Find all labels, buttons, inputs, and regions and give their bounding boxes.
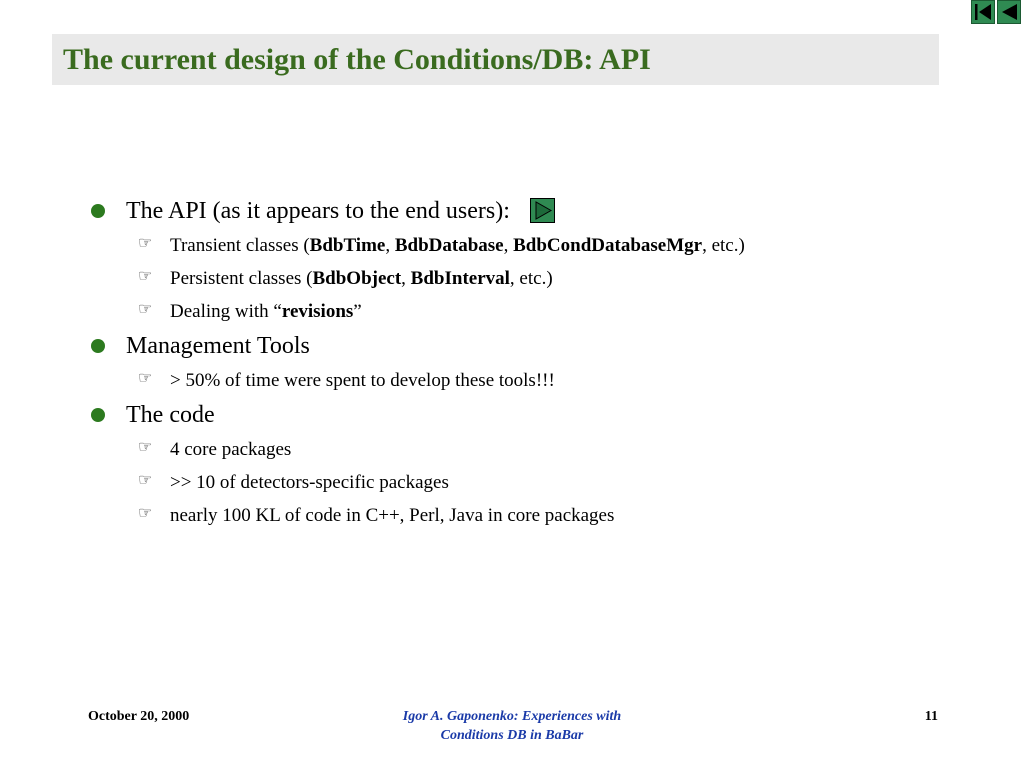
title-bar <box>52 34 939 85</box>
text-run: 4 core packages <box>170 439 292 460</box>
sub-item <box>88 229 968 262</box>
sub-item <box>88 466 968 499</box>
sub-item <box>88 295 968 328</box>
bold-term: BdbInterval <box>410 268 510 289</box>
back-icon <box>998 1 1020 23</box>
sub-item <box>88 364 968 397</box>
text-run: Transient classes ( <box>170 235 310 256</box>
text-run: >> 10 of detectors-specific packages <box>170 472 449 493</box>
play-link-button[interactable] <box>530 198 555 223</box>
page-number: 11 <box>924 709 938 724</box>
sub-item <box>88 262 968 295</box>
bold-term: revisions <box>281 301 354 322</box>
bullet-text: The code <box>126 402 215 428</box>
sub-item-text <box>170 370 555 391</box>
bullet-dot-icon <box>91 339 105 353</box>
bold-term: BdbDatabase <box>394 235 504 256</box>
sub-item-text <box>170 301 362 322</box>
text-run: , <box>503 235 514 256</box>
footer-date: October 20, 2000 <box>88 709 190 724</box>
pointing-hand-icon: ☞ <box>138 301 153 318</box>
text-run: nearly 100 KL of code in C++, Perl, Java in core packages <box>170 505 615 526</box>
text-run: Dealing with “ <box>170 301 282 322</box>
sub-item-text <box>170 439 291 460</box>
bullet-item-api <box>88 193 968 229</box>
footer-author <box>337 707 687 745</box>
bullet-dot-icon <box>91 204 105 218</box>
sub-item-text <box>170 268 553 289</box>
first-slide-button[interactable] <box>971 0 995 24</box>
pointing-hand-icon: ☞ <box>138 370 153 387</box>
bold-term: BdbCondDatabaseMgr <box>513 235 703 256</box>
pointing-hand-icon: ☞ <box>138 268 153 285</box>
text-run: , <box>401 268 411 289</box>
sub-item <box>88 433 968 466</box>
play-icon <box>531 199 554 222</box>
skip-to-first-icon <box>972 1 994 23</box>
bullet-item-the-code <box>88 397 968 433</box>
slide-title: The current design of the Conditions/DB: API <box>63 43 651 76</box>
footer-author-line: Conditions DB in BaBar <box>440 728 584 743</box>
text-run: ” <box>353 301 362 322</box>
sub-item-text <box>170 235 745 256</box>
previous-slide-button[interactable] <box>997 0 1021 24</box>
pointing-hand-icon: ☞ <box>138 472 153 489</box>
bold-term: BdbTime <box>309 235 386 256</box>
text-run: , etc.) <box>702 235 745 256</box>
sub-item-text <box>170 472 449 493</box>
sub-item <box>88 499 968 532</box>
text-run: Persistent classes ( <box>170 268 313 289</box>
text-run: , etc.) <box>509 268 553 289</box>
bold-term: BdbObject <box>312 268 402 289</box>
text-run: , <box>385 235 395 256</box>
pointing-hand-icon: ☞ <box>138 439 153 456</box>
slide-content <box>88 193 968 532</box>
sub-item-text <box>170 505 614 526</box>
bullet-text: Management Tools <box>126 333 310 359</box>
text-run: > 50% of time were spent to develop these tools!!! <box>170 370 555 391</box>
bullet-item-management-tools <box>88 328 968 364</box>
bullet-dot-icon <box>91 408 105 422</box>
footer-author-line: Igor A. Gaponenko: Experiences with <box>402 709 622 724</box>
slide-navigation <box>971 0 1024 26</box>
bullet-text: The API (as it appears to the end users): <box>126 198 510 224</box>
pointing-hand-icon: ☞ <box>138 505 153 522</box>
pointing-hand-icon: ☞ <box>138 235 153 252</box>
